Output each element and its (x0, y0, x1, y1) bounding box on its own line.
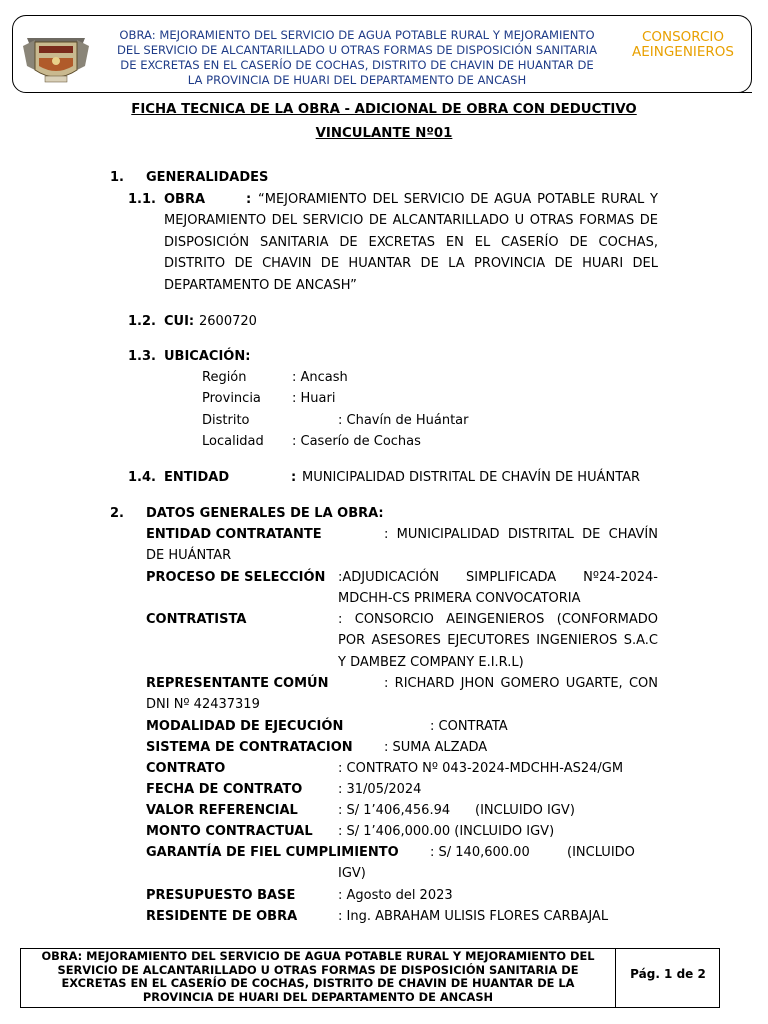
residente-value: : Ing. ABRAHAM ULISIS FLORES CARBAJAL (338, 909, 609, 924)
consortium-name: CONSORCIO AEINGENIEROS (631, 29, 735, 60)
region-value: : Ancash (292, 370, 348, 385)
modalidad-label: MODALIDAD DE EJECUCIÓN (146, 719, 344, 734)
obra-text-line1: “MEJORAMIENTO DEL SERVICIO DE AGUA POTABLE RURAL Y (258, 192, 658, 207)
ubicacion-label: UBICACIÓN: (164, 349, 251, 364)
valor-referencial-label: VALOR REFERENCIAL (146, 803, 298, 818)
page-header (12, 15, 752, 93)
presupuesto-label: PRESUPUESTO BASE (146, 888, 296, 903)
obra-text-line3: DISPOSICIÓN SANITARIA DE EXCRETAS EN EL CASERÍO DE COCHAS, (164, 235, 658, 250)
section-1-number: 1. (110, 170, 124, 185)
section-1-3-number: 1.3. (128, 349, 156, 364)
page-footer (20, 948, 720, 1008)
obra-text-line4: DISTRITO DE CHAVIN DE HUANTAR DE LA PROVINCIA DE HUARI DEL (164, 256, 658, 271)
valor-referencial-igv: (INCLUIDO IGV) (475, 803, 575, 818)
contrato-label: CONTRATO (146, 761, 226, 776)
entidad-contratante-label: ENTIDAD CONTRATANTE (146, 527, 322, 542)
provincia-label: Provincia (202, 391, 261, 406)
proceso-value-cont: MDCHH-CS PRIMERA CONVOCATORIA (338, 591, 581, 606)
garantia-label: GARANTÍA DE FIEL CUMPLIMIENTO (146, 845, 399, 860)
valor-referencial-value: : S/ 1’406,456.94 (338, 803, 451, 818)
garantia-igv: IGV) (338, 866, 366, 881)
section-2-title: DATOS GENERALES DE LA OBRA: (146, 506, 384, 521)
obra-colon: : (246, 192, 252, 207)
representante-value: : RICHARD JHON GOMERO UGARTE, CON (384, 676, 658, 691)
contratista-value-cont: POR ASESORES EJECUTORES INGENIEROS S.A.C (338, 633, 658, 648)
sistema-value: : SUMA ALZADA (384, 740, 488, 755)
section-1-2-number: 1.2. (128, 314, 156, 329)
monto-contractual-value: : S/ 1’406,000.00 (INCLUIDO IGV) (338, 824, 555, 839)
proceso-label: PROCESO DE SELECCIÓN (146, 570, 326, 585)
page-number: Pág. 1 de 2 (630, 967, 706, 981)
entidad-colon: : (291, 470, 297, 485)
entidad-label: ENTIDAD (164, 470, 230, 485)
representante-label: REPRESENTANTE COMÚN (146, 676, 329, 691)
distrito-label: Distrito (202, 413, 250, 428)
presupuesto-value: : Agosto del 2023 (338, 888, 453, 903)
footer-project-title: OBRA: MEJORAMIENTO DEL SERVICIO DE AGUA POTABLE RURAL Y MEJORAMIENTO DEL SERVICIO DE ALCANTARILLADO U OTRAS FORMAS DE DISPOSICIÓN SANITARIA DE EXCRETAS EN EL CASERÍO DE COCHAS, DISTRITO DE CHAVIN DE HUANTAR DE LA PROVINCIA DE HUARI DEL DEPARTAMENTO DE ANCASH (41, 949, 595, 1004)
obra-text-line5: DEPARTAMENTO DE ANCASH” (164, 278, 357, 293)
fecha-contrato-value: : 31/05/2024 (338, 782, 422, 797)
section-1-title: GENERALIDADES (146, 170, 269, 185)
garantia-incluido: (INCLUIDO (567, 845, 635, 860)
contratista-value-cont2: Y DAMBEZ COMPANY E.I.R.L) (338, 655, 524, 670)
contratista-label: CONTRATISTA (146, 612, 247, 627)
localidad-value: : Caserío de Cochas (292, 434, 421, 449)
provincia-value: : Huari (292, 391, 336, 406)
footer-divider (615, 949, 616, 1007)
contratista-value: : CONSORCIO AEINGENIEROS (CONFORMADO (338, 612, 658, 627)
section-1-1-number: 1.1. (128, 192, 156, 207)
header-rule (690, 92, 752, 93)
entidad-value: MUNICIPALIDAD DISTRITAL DE CHAVÍN DE HUÁNTAR (302, 470, 641, 485)
modalidad-value: : CONTRATA (430, 719, 508, 734)
obra-text-line2: MEJORAMIENTO DEL SERVICIO DE ALCANTARILLADO U OTRAS FORMAS DE (164, 213, 658, 228)
cui-label: CUI: (164, 314, 195, 329)
section-1-4-number: 1.4. (128, 470, 156, 485)
header-project-title: OBRA: MEJORAMIENTO DEL SERVICIO DE AGUA POTABLE RURAL Y MEJORAMIENTO DEL SERVICIO DE ALCANTARILLADO U OTRAS FORMAS DE DISPOSICIÓN SANITARIA DE EXCRETAS EN EL CASERÍO DE COCHAS, DISTRITO DE CHAVIN DE HUANTAR DE LA PROVINCIA DE HUARI DEL DEPARTAMENTO DE ANCASH (116, 28, 598, 87)
region-label: Región (202, 370, 247, 385)
representante-dni: DNI Nº 42437319 (146, 697, 260, 712)
entidad-contratante-value-cont: DE HUÁNTAR (146, 548, 232, 563)
garantia-value: : S/ 140,600.00 (430, 845, 530, 860)
sistema-label: SISTEMA DE CONTRATACION (146, 740, 353, 755)
distrito-value: : Chavín de Huántar (338, 413, 469, 428)
cui-value: 2600720 (199, 314, 257, 329)
doc-title-line2: VINCULANTE Nº01 (315, 126, 453, 141)
municipal-logo (21, 30, 91, 84)
monto-contractual-label: MONTO CONTRACTUAL (146, 824, 313, 839)
doc-title-line1: FICHA TECNICA DE LA OBRA - ADICIONAL DE OBRA CON DEDUCTIVO (131, 102, 637, 117)
fecha-contrato-label: FECHA DE CONTRATO (146, 782, 303, 797)
residente-label: RESIDENTE DE OBRA (146, 909, 298, 924)
proceso-value: :ADJUDICACIÓN SIMPLIFICADA Nº24-2024- (338, 570, 658, 585)
section-2-number: 2. (110, 506, 124, 521)
contrato-value: : CONTRATO Nº 043-2024-MDCHH-AS24/GM (338, 761, 624, 776)
obra-label: OBRA (164, 192, 206, 207)
entidad-contratante-value: : MUNICIPALIDAD DISTRITAL DE CHAVÍN (384, 527, 658, 542)
localidad-label: Localidad (202, 434, 264, 449)
